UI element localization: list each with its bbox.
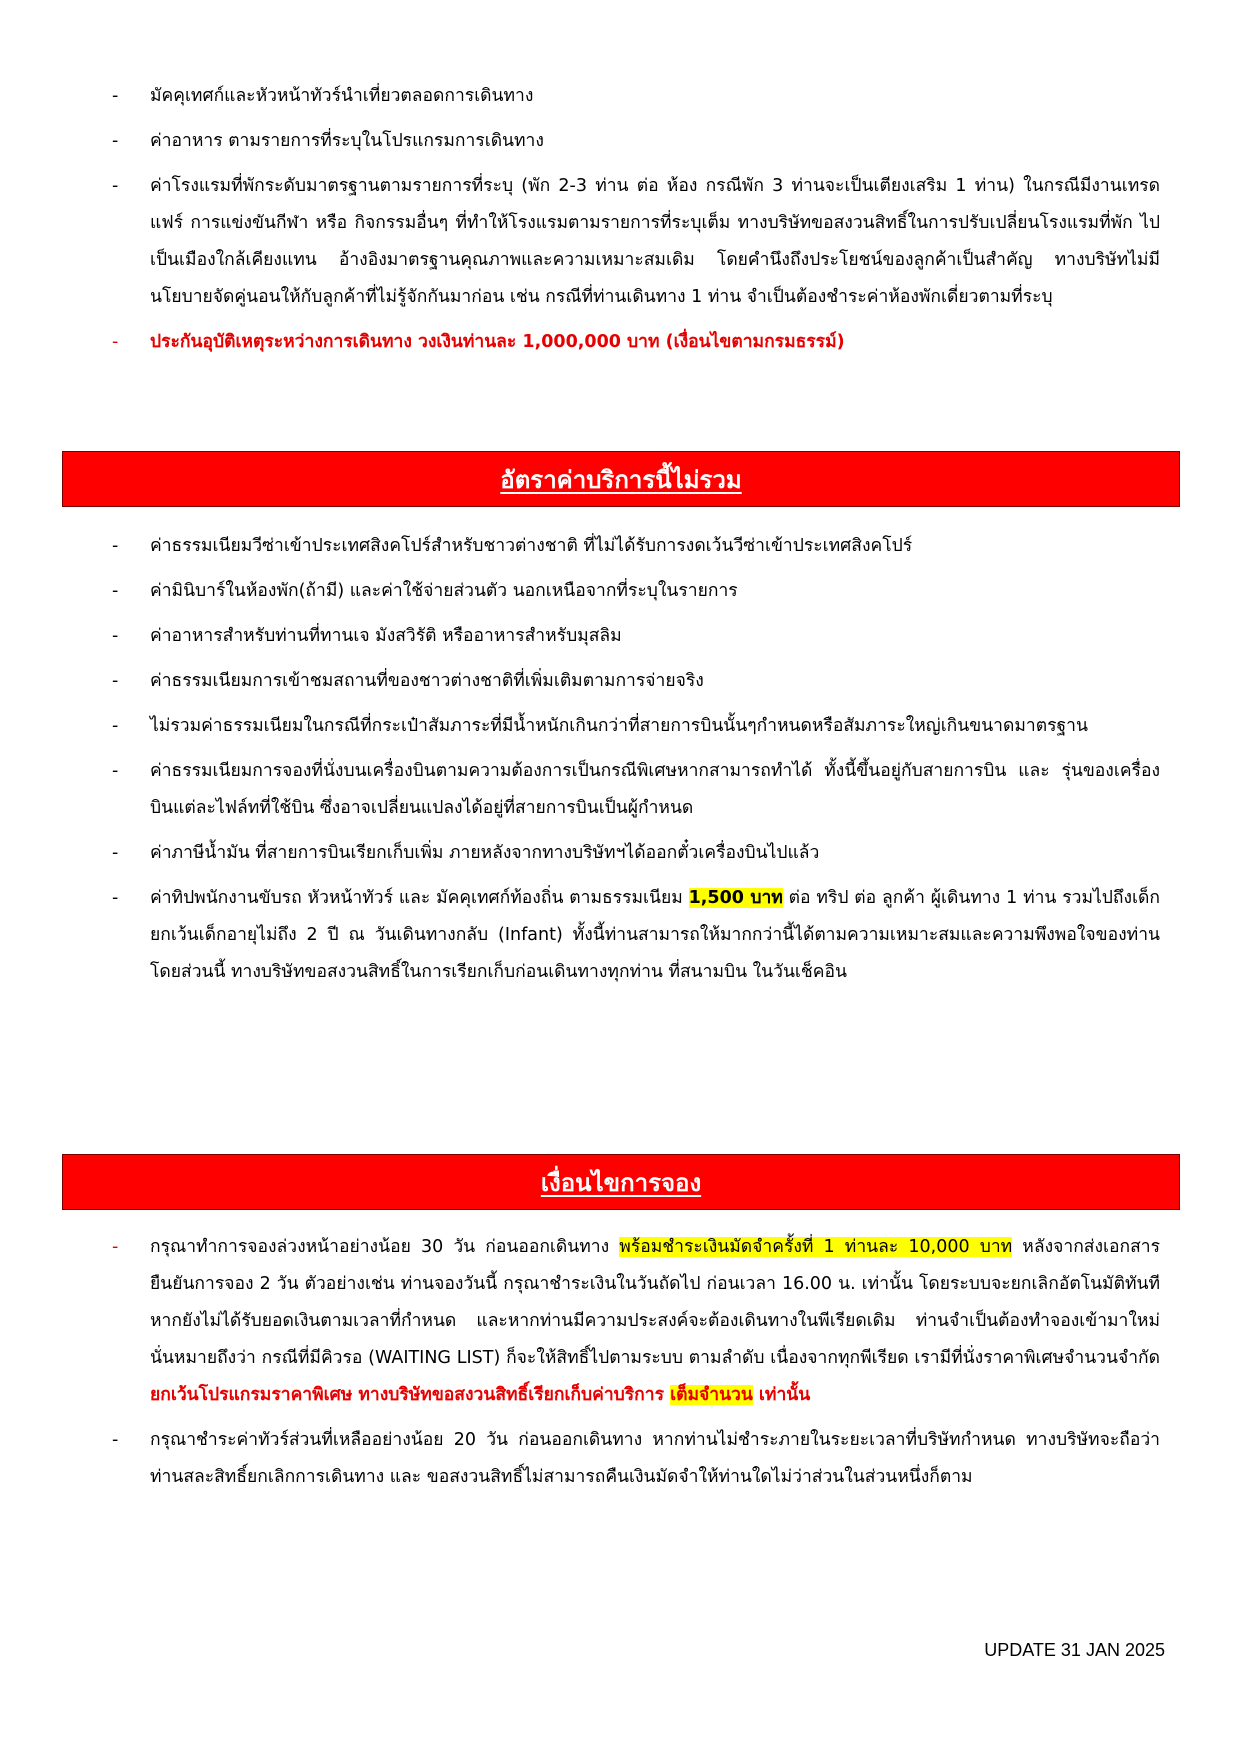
booking-list bbox=[112, 1229, 1160, 1504]
list-item: - กรุณาชำระค่าทัวร์ส่วนที่เหลืออย่างน้อย 20 วัน ก่อนออกเดินทาง หากท่านไม่ชำระภายในระยะเวลาที่บริษัทกำหนด ทางบริษัทจะถือว่าท่านสละสิทธิ์ยกเลิกการเดินทาง และ ขอสงวนสิทธิ์ไม่สามารถคืนเงินมัดจำให้ท่านใดไม่ว่าส่วนในส่วนหนึ่งก็ตาม bbox=[112, 1422, 1160, 1496]
not-included-list bbox=[112, 528, 1160, 999]
tip-amount-highlight: 1,500 บาท bbox=[688, 888, 783, 908]
list-item-insurance: - ประกันอุบัติเหตุระหว่างการเดินทาง วงเงินท่านละ 1,000,000 บาท (เงื่อนไขตามกรมธรรม์) bbox=[112, 324, 1160, 361]
list-item-deposit: - กรุณาทำการจองล่วงหน้าอย่างน้อย 30 วัน ก่อนออกเดินทาง พร้อมชำระเงินมัดจำครั้งที่ 1 ท่านละ 10,000 บาท หลังจากส่งเอกสารยืนยันการจอง 2 วัน ตัวอย่างเช่น ท่านจองวันนี้ กรุณาชำระเงินในวันถัดไป ก่อนเวลา 16.00 น. เท่านั้น โดยระบบจะยกเลิกอัตโนมัติทันที หากยังไม่ได้รับยอดเงินตามเวลาที่กำหนด และหากท่านมีความประสงค์จะต้องเดินทางในพีเรียดเดิม ท่านจำเป็นต้องทำจองเข้ามาใหม่ นั่นหมายถึงว่า กรณีที่มีคิวรอ (WAITING LIST) ก็จะให้สิทธิ์ไปตามระบบ ตามลำดับ เนื่องจากทุกพีเรียด เรามีที่นั่งราคาพิเศษจำนวนจำกัด ยกเว้นโปรแกรมราคาพิเศษ ทางบริษัทขอสงวนสิทธิ์เรียกเก็บค่าบริการ เต็มจำนวน เท่านั้น bbox=[112, 1229, 1160, 1414]
bullet-dash: - bbox=[112, 761, 119, 781]
bullet-dash: - bbox=[112, 626, 119, 646]
bullet-dash: - bbox=[112, 86, 119, 106]
bullet-dash: - bbox=[112, 888, 119, 908]
included-list bbox=[112, 78, 1160, 369]
list-item: - ค่าอาหาร ตามรายการที่ระบุในโปรแกรมการเดินทาง bbox=[112, 123, 1160, 160]
list-item: - ค่าธรรมเนียมการจองที่นั่งบนเครื่องบินตามความต้องการเป็นกรณีพิเศษหากสามารถทำได้ ทั้งนี้ขึ้นอยู่กับสายการบิน และ รุ่นของเครื่องบินแต่ละไฟล์ทที่ใช้บิน ซึ่งอาจเปลี่ยนแปลงได้อยู่ที่สายการบินเป็นผู้กำหนด bbox=[112, 753, 1160, 827]
bullet-dash: - bbox=[112, 671, 119, 691]
bullet-dash: - bbox=[112, 536, 119, 556]
list-item: - ค่ามินิบาร์ในห้องพัก(ถ้ามี) และค่าใช้จ่ายส่วนตัว นอกเหนือจากที่ระบุในรายการ bbox=[112, 573, 1160, 610]
full-amount-highlight: เต็มจำนวน bbox=[670, 1385, 753, 1405]
section-booking-banner bbox=[62, 1154, 1180, 1210]
list-item: - ไม่รวมค่าธรรมเนียมในกรณีที่กระเป๋าสัมภาระที่มีน้ำหนักเกินกว่าที่สายการบินนั้นๆกำหนดหรือสัมภาระใหญ่เกินขนาดมาตรฐาน bbox=[112, 708, 1160, 745]
list-item: - ค่าอาหารสำหรับท่านที่ทานเจ มังสวิรัติ หรืออาหารสำหรับมุสลิม bbox=[112, 618, 1160, 655]
list-item: - ค่าภาษีน้ำมัน ที่สายการบินเรียกเก็บเพิ่ม ภายหลังจากทางบริษัทฯได้ออกตั๋วเครื่องบินไปแล้ว bbox=[112, 835, 1160, 872]
bullet-dash: - bbox=[112, 843, 119, 863]
bullet-dash: - bbox=[112, 1237, 119, 1257]
list-item: - ค่าโรงแรมที่พักระดับมาตรฐานตามรายการที่ระบุ (พัก 2-3 ท่าน ต่อ ห้อง กรณีพัก 3 ท่านจะเป็นเตียงเสริม 1 ท่าน) ในกรณีมีงานเทรดแฟร์ การแข่งขันกีฬา หรือ กิจกรรมอื่นๆ ที่ทำให้โรงแรมตามรายการที่ระบุเต็ม ทางบริษัทขอสงวนสิทธิ์ในการปรับเปลี่ยนโรงแรมที่พัก ไปเป็นเมืองใกล้เคียงแทน อ้างอิงมาตรฐานคุณภาพและความเหมาะสมเดิม โดยคำนึงถึงประโยชน์ของลูกค้าเป็นสำคัญ ทางบริษัทไม่มีนโยบายจัดคู่นอนให้กับลูกค้าที่ไม่รู้จักกันมาก่อน เช่น กรณีที่ท่านเดินทาง 1 ท่าน จำเป็นต้องชำระค่าห้องพักเดี่ยวตามที่ระบุ bbox=[112, 168, 1160, 316]
bullet-dash: - bbox=[112, 1430, 119, 1450]
list-item: - ค่าธรรมเนียมวีซ่าเข้าประเทศสิงคโปร์สำหรับชาวต่างชาติ ที่ไม่ได้รับการงดเว้นวีซ่าเข้าประเทศสิงคโปร์ bbox=[112, 528, 1160, 565]
list-item: - ค่าธรรมเนียมการเข้าชมสถานที่ของชาวต่างชาติที่เพิ่มเติมตามการจ่ายจริง bbox=[112, 663, 1160, 700]
bullet-dash: - bbox=[112, 716, 119, 736]
section-title: เงื่อนไขการจอง bbox=[540, 1168, 702, 1197]
update-date: UPDATE 31 JAN 2025 bbox=[984, 1640, 1165, 1660]
list-item: - มัคคุเทศก์และหัวหน้าทัวร์นำเที่ยวตลอดการเดินทาง bbox=[112, 78, 1160, 115]
section-not-included-banner bbox=[62, 451, 1180, 507]
deposit-highlight: พร้อมชำระเงินมัดจำครั้งที่ 1 ท่านละ 10,000 บาท bbox=[619, 1237, 1013, 1257]
section-title: อัตราค่าบริการนี้ไม่รวม bbox=[500, 465, 742, 494]
bullet-dash: - bbox=[112, 332, 119, 352]
bullet-dash: - bbox=[112, 581, 119, 601]
bullet-dash: - bbox=[112, 131, 119, 151]
list-item-tip: - ค่าทิปพนักงานขับรถ หัวหน้าทัวร์ และ มัคคุเทศก์ท้องถิ่น ตามธรรมเนียม 1,500 บาท ต่อ ทริป ต่อ ลูกค้า ผู้เดินทาง 1 ท่าน รวมไปถึงเด็ก ยกเว้นเด็กอายุไม่ถึง 2 ปี ณ วันเดินทางกลับ (Infant) ทั้งนี้ท่านสามารถให้มากกว่านี้ได้ตามความเหมาะสมและความพึงพอใจของท่าน โดยส่วนนี้ ทางบริษัทขอสงวนสิทธิ์ในการเรียกเก็บก่อนเดินทางทุกท่าน ที่สนามบิน ในวันเช็คอิน bbox=[112, 880, 1160, 991]
bullet-dash: - bbox=[112, 176, 119, 196]
